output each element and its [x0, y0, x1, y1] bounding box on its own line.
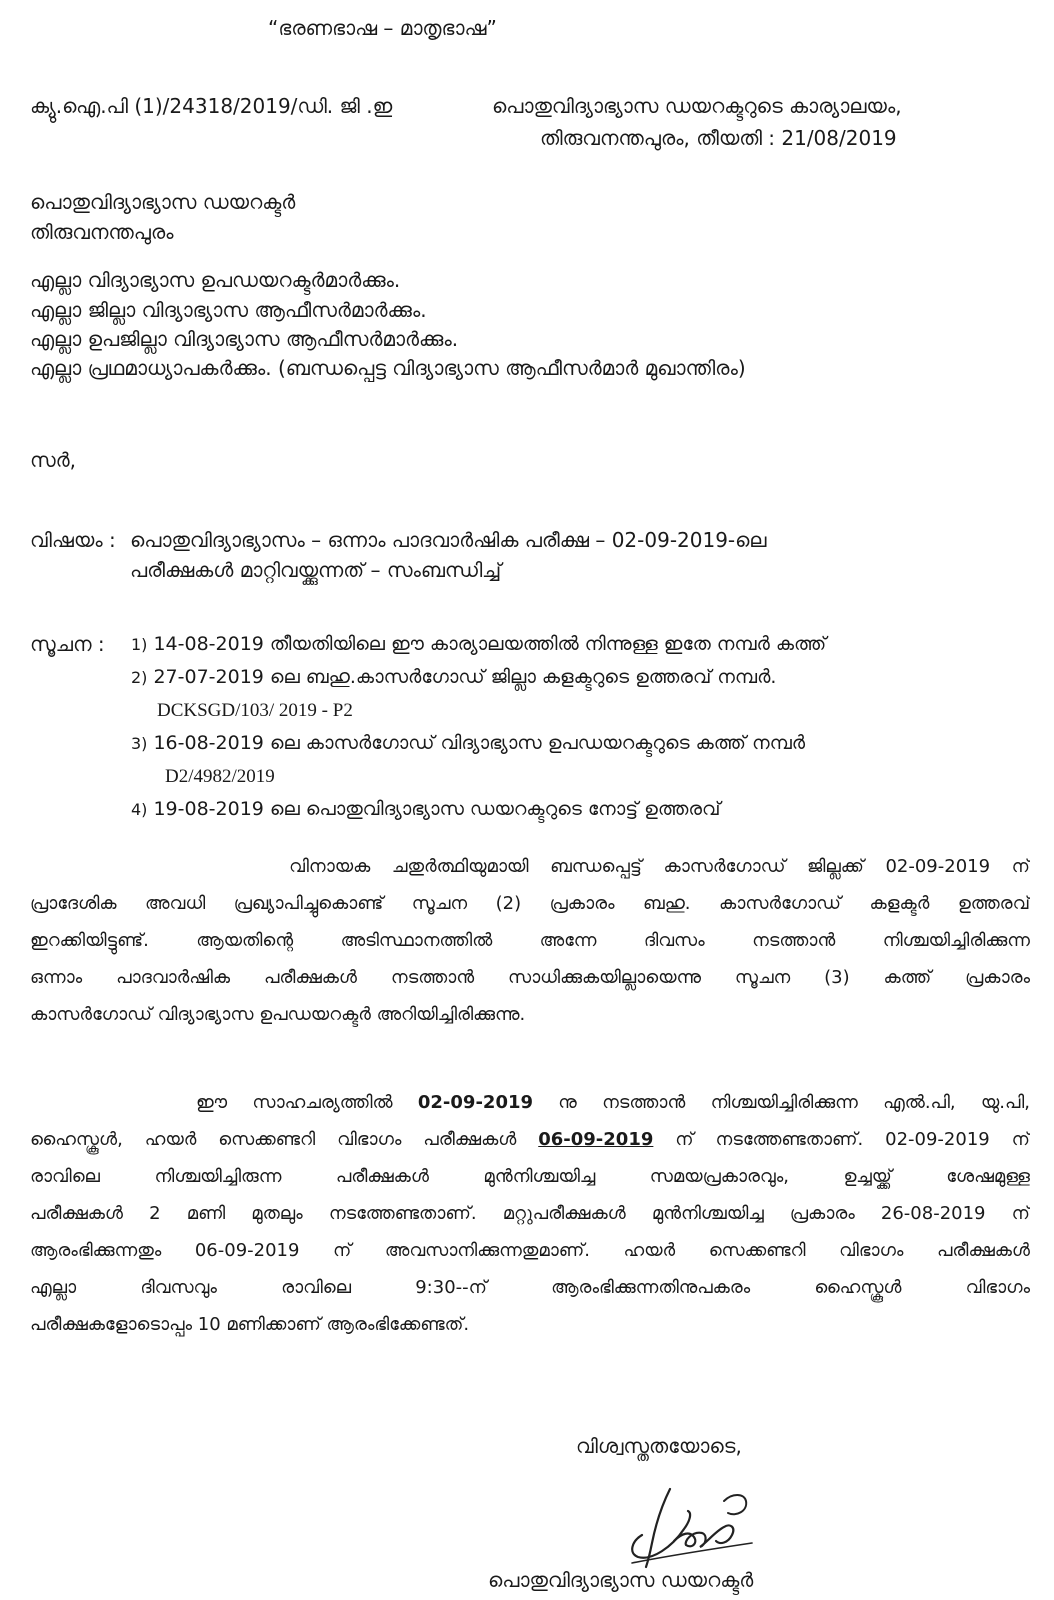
reference-list — [131, 628, 826, 826]
paragraph-line: കാസർഗോഡ് വിദ്യാഭ്യാസ ഉപഡയറക്ടർ അറിയിച്ചിരിക്കുന്നു. — [30, 1004, 526, 1025]
paragraph-line: രാവിലെ നിശ്ചയിച്ചിരുന്ന പരീക്ഷകൾ മുൻനിശ്ചയിച്ച സമയപ്രകാരവും, ഉച്ചയ്ക്ക് ശേഷമുള്ള — [30, 1166, 1030, 1187]
paragraph-line: ഹൈസ്കൂൾ, ഹയർ സെക്കണ്ടറി വിഭാഗം പരീക്ഷകൾ 06-09-2019 ന് നടത്തേണ്ടതാണ്. 02-09-2019 ന് — [30, 1129, 1030, 1150]
place-date: തിരുവനന്തപുരം, തീയതി : 21/08/2019 — [540, 126, 897, 150]
paragraph-line: ഇറക്കിയിട്ടുണ്ട്. ആയതിന്റെ അടിസ്ഥാനത്തിൽ അന്നേ ദിവസം നടത്താൻ നിശ്ചയിച്ചിരിക്കുന്ന — [30, 930, 1030, 951]
subject-label: വിഷയം : — [30, 528, 116, 552]
reference-item: 3) 16-08-2019 ലെ കാസർഗോഡ് വിദ്യാഭ്യാസ ഉപഡയറക്ടറുടെ കത്ത് നമ്പർ — [131, 732, 806, 754]
signatory-designation: പൊതുവിദ്യാഭ്യാസ ഡയറക്ടർ — [488, 1568, 754, 1592]
recipient-1: എല്ലാ വിദ്യാഭ്യാസ ഉപഡയറക്ടർമാർക്കും. — [30, 268, 401, 292]
paragraph-line: വിനായക ചതുർത്ഥിയുമായി ബന്ധപ്പെട്ട് കാസർഗോഡ് ജില്ലക്ക് 02-09-2019 ന് — [30, 856, 1030, 877]
reference-item: 2) 27-07-2019 ലെ ബഹു.കാസർഗോഡ് ജില്ലാ കളക്ടറുടെ ഉത്തരവ് നമ്പർ. — [131, 666, 777, 688]
file-number: ക്യു.ഐ.പി (1)/24318/2019/ഡി. ജി .ഇ — [30, 94, 393, 118]
salutation: സർ, — [30, 448, 76, 472]
paragraph-line: ആരംഭിക്കുന്നതും 06-09-2019 ന് അവസാനിക്കുന്നതുമാണ്. ഹയർ സെക്കണ്ടറി വിഭാഗം പരീക്ഷകൾ — [30, 1240, 1030, 1261]
paragraph-line: ഒന്നാം പാദവാർഷിക പരീക്ഷകൾ നടത്താൻ സാധിക്കുകയില്ലായെന്നു സൂചന (3) കത്ത് പ്രകാരം — [30, 967, 1030, 988]
from-line-1: പൊതുവിദ്യാഭ്യാസ ഡയറക്ടർ — [30, 190, 296, 214]
reference-item-cont: DCKSGD/103/ 2019 - P2 — [157, 700, 353, 721]
recipient-3: എല്ലാ ഉപജില്ലാ വിദ്യാഭ്യാസ ആഫീസർമാർക്കും. — [30, 327, 459, 351]
paragraph-line: എല്ലാ ദിവസവും രാവിലെ 9:30--ന് ആരംഭിക്കുന്നതിനുപകരം ഹൈസ്കൂൾ വിഭാഗം — [30, 1277, 1030, 1298]
reference-item: 4) 19-08-2019 ലെ പൊതുവിദ്യാഭ്യാസ ഡയറക്ടറുടെ നോട്ട് ഉത്തരവ് — [131, 798, 721, 820]
from-line-2: തിരുവനന്തപുരം — [30, 220, 174, 244]
paragraph-line: പരീക്ഷകൾ 2 മണി മുതലും നടത്തേണ്ടതാണ്. മറ്റുപരീക്ഷകൾ മുൻനിശ്ചയിച്ച പ്രകാരം 26-08-2019 ന് — [30, 1203, 1030, 1224]
subject-line-1: പൊതുവിദ്യാഭ്യാസം – ഒന്നാം പാദവാർഷിക പരീക്ഷ – 02-09-2019-ലെ — [130, 528, 767, 552]
motto: “ഭരണഭാഷ – മാതൃഭാഷ” — [268, 16, 497, 40]
paragraph-line: പരീക്ഷകളോടൊപ്പം 10 മണിക്കാണ് ആരംഭിക്കേണ്ടത്. — [30, 1314, 470, 1335]
closing-regards: വിശ്വസ്തതയോടെ, — [576, 1434, 742, 1458]
subject-line-2: പരീക്ഷകൾ മാറ്റിവയ്ക്കുന്നത് – സംബന്ധിച്ച് — [130, 558, 502, 582]
reference-label: സൂചന : — [30, 632, 105, 656]
recipient-2: എല്ലാ ജില്ലാ വിദ്യാഭ്യാസ ആഫീസർമാർക്കും. — [30, 298, 427, 322]
paragraph-line: ഈ സാഹചര്യത്തിൽ 02-09-2019 നു നടത്താൻ നിശ്ചയിച്ചിരിക്കുന്ന എൽ.പി, യു.പി, — [196, 1092, 1030, 1113]
paragraph-line: പ്രാദേശിക അവധി പ്രഖ്യാപിച്ചുകൊണ്ട് സൂചന (2) പ്രകാരം ബഹു. കാസർഗോഡ് കളക്ടർ ഉത്തരവ് — [30, 893, 1030, 914]
reference-item-cont: D2/4982/2019 — [165, 766, 275, 787]
body-paragraph-2 — [30, 1084, 1030, 1343]
office-name: പൊതുവിദ്യാഭ്യാസ ഡയറക്ടറുടെ കാര്യാലയം, — [492, 94, 902, 118]
body-paragraph-1 — [30, 848, 1030, 1033]
reference-item: 1) 14-08-2019 തീയതിയിലെ ഈ കാര്യാലയത്തിൽ നിന്നുള്ള ഇതേ നമ്പർ കത്ത് — [131, 633, 827, 655]
signature — [612, 1483, 757, 1571]
recipient-4: എല്ലാ പ്രഥമാധ്യാപകർക്കും. (ബന്ധപ്പെട്ട വിദ്യാഭ്യാസ ആഫീസർമാർ മുഖാന്തിരം) — [30, 356, 746, 380]
